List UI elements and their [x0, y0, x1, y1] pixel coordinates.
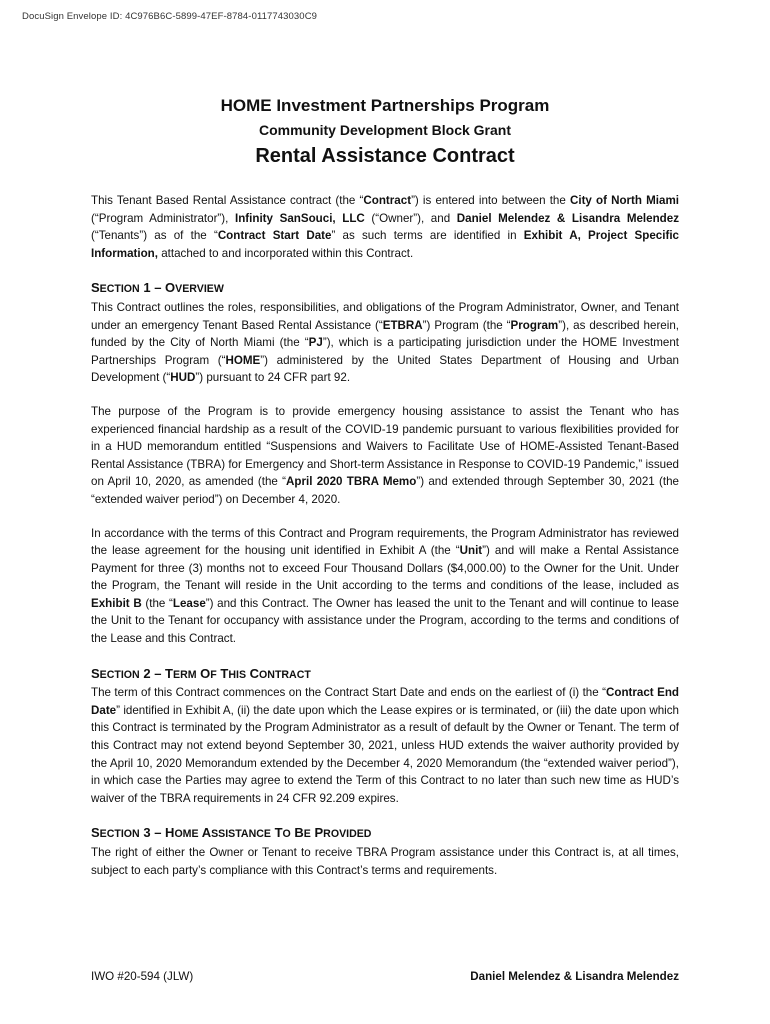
- text-run: This Contract outlines the roles, responsibilities, and obligations of the Program Administrator, Owner, and Tenant under an emergency Tenant Based Rental Assistance (“: [91, 300, 679, 332]
- text-run: ”) and this Contract. The Owner has leased the unit to the Tenant and will continue to lease the Unit to the Tenant for occupancy with assistance under the Program, according to the terms and conditions of the Lease and this Contract.: [91, 596, 679, 646]
- section-1-heading: [91, 279, 679, 299]
- section-2-heading: [91, 665, 679, 685]
- text-run: The purpose of the Program is to provide emergency housing assistance to assist the Tenant who has experienced financial hardship as a result of the COVID-19 pandemic pursuant to various flexibilities provided for in a HUD memorandum entitled “Suspensions and Waivers to Facilitate Use of HOME-Assisted Tenant-Based Rental Assistance (TBRA) for Emergency and Short-term Assistance in Response to COVID-19 Pandemic,” issued on April 10, 2020, as amended (the “: [91, 404, 679, 489]
- bold-term: City of North Miami: [569, 194, 680, 207]
- section-1-title: OVERVIEW: [165, 280, 224, 296]
- footer-tenant-names: Daniel Melendez & Lisandra Melendez: [470, 970, 679, 983]
- contract-body: [91, 192, 679, 879]
- text-run: The right of either the Owner or Tenant to receive TBRA Program assistance under this Contract is, at all times, subject to each party’s compliance with this Contract’s terms and requirements.: [91, 846, 679, 877]
- bold-term: HOME: [225, 353, 261, 367]
- bold-term: Contract Start Date: [217, 229, 332, 243]
- bold-term: ETBRA: [382, 318, 423, 332]
- section-3-prefix: SECTION 3 –: [91, 825, 162, 841]
- section-2-prefix: SECTION 2 –: [91, 665, 162, 681]
- text-run: This Tenant Based Rental Assistance contract (the “: [91, 194, 364, 207]
- text-run: ”) pursuant to 24 CFR part 92.: [195, 371, 351, 385]
- section-1-paragraph-1: [91, 299, 679, 387]
- text-run: attached to and incorporated within this Contract.: [157, 246, 414, 260]
- intro-paragraph: [91, 192, 679, 262]
- section-3-heading: [91, 824, 679, 844]
- section-2-title: TERM OF THIS CONTRACT: [165, 665, 311, 681]
- bold-term: Program: [510, 318, 559, 332]
- text-run: ” as such terms are identified in: [331, 229, 524, 243]
- text-run: ”) administered by the United States Department of Housing and Urban Development (“: [91, 353, 679, 385]
- section-1-paragraph-3: [91, 525, 679, 648]
- bold-term: Lease: [172, 596, 206, 610]
- text-run: ”) is entered into between the: [411, 194, 570, 207]
- bold-term: HUD: [170, 371, 196, 385]
- section-2-paragraph-1: [91, 684, 679, 807]
- text-run: ”) and extended through September 30, 2021 (the “extended waiver period”) on December 4, 2020.: [91, 475, 679, 506]
- text-run: (“Owner”), and: [364, 211, 457, 225]
- bold-term: Exhibit A, Project Specific Information,: [91, 229, 679, 260]
- text-run: In accordance with the terms of this Contract and Program requirements, the Program Administrator has reviewed the lease agreement for the housing unit identified in Exhibit A (the “: [91, 526, 679, 558]
- bold-term: PJ: [308, 336, 323, 350]
- text-run: (“Tenants”) as of the “: [91, 229, 218, 243]
- text-run: The term of this Contract commences on the Contract Start Date and ends on the earliest of (i) the “: [91, 686, 606, 700]
- text-run: ”), which is a participating jurisdiction under the HOME Investment Partnerships Program (“: [91, 336, 679, 367]
- program-title: HOME Investment Partnerships Program: [220, 96, 550, 115]
- text-run: (“Program Administrator”),: [91, 211, 235, 225]
- document-title: Rental Assistance Contract: [255, 145, 515, 167]
- text-run: ”) and will make a Rental Assistance Payment for three (3) months not to exceed Four Thousand Dollars ($4,000.00) to the Owner for the Unit. Under the Program, the Tenant will reside in the Unit according to the terms and conditions of the lease, included as: [91, 544, 679, 593]
- docusign-envelope-id: DocuSign Envelope ID: 4C976B6C-5899-47EF-8784-0117743030C9: [22, 11, 318, 22]
- bold-term: Unit: [459, 544, 483, 558]
- section-3-title: HOME ASSISTANCE TO BE PROVIDED: [165, 825, 372, 841]
- text-run: ”) Program (the “: [422, 318, 511, 332]
- section-1-paragraph-2: [91, 403, 679, 509]
- text-run: ” identified in Exhibit A, (ii) the date upon which the Lease expires or is terminated, or (iii) the date upon which this Contract is terminated by the Program Administrator as a result of default by the Owner or Tenant. The term of this Contract may not extend beyond September 30, 2021, unless HUD extends the waiver authority provided by the April 10, 2020 Memorandum extended by the December 4, 2020 Memorandum (the “extended waiver period”), in which case the Parties may agree to extend the Term of this Contract to no later than such new time as HUD’s waiver of the TBRA requirements in 24 CFR 92.209 expires.: [91, 703, 679, 805]
- bold-term: Contract: [363, 194, 412, 207]
- bold-term: Contract End Date: [91, 686, 679, 717]
- program-subtitle: Community Development Block Grant: [258, 122, 512, 138]
- bold-term: April 2020 TBRA Memo: [286, 475, 417, 489]
- bold-term: Daniel Melendez & Lisandra Melendez: [456, 211, 680, 225]
- footer-reference: IWO #20-594 (JLW): [91, 970, 194, 983]
- section-1-prefix: SECTION 1 –: [91, 280, 162, 296]
- bold-term: Infinity SanSouci, LLC: [234, 211, 365, 225]
- text-run: ”), as described herein, funded by the City of North Miami (the “: [91, 318, 680, 350]
- text-run: (the “: [141, 596, 173, 610]
- bold-term: Exhibit B: [91, 596, 142, 610]
- section-3-paragraph-1: [91, 844, 679, 879]
